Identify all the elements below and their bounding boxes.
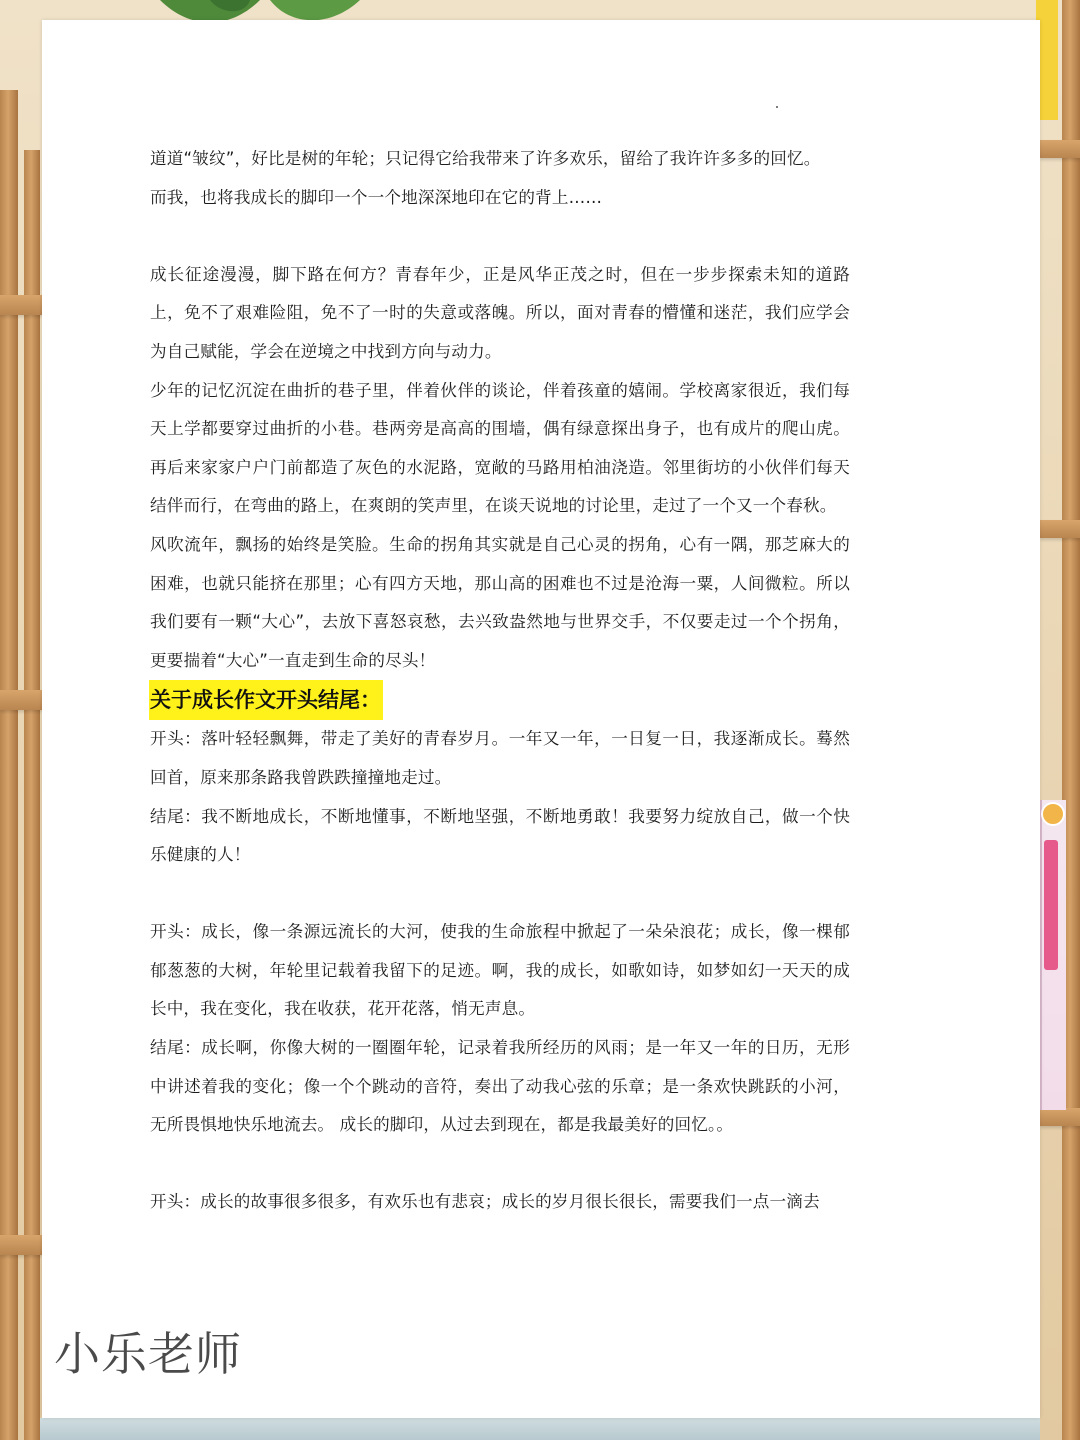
bottom-books (40, 1418, 1040, 1440)
shelf-board-right-3 (1040, 1108, 1080, 1126)
shelf-board-1 (0, 295, 42, 315)
pair3-opening: 开头：成长的故事很多很多，有欢乐也有悲哀；成长的岁月很长很长，需要我们一点一滴去 (150, 1192, 820, 1212)
intro-line-2: 而我，也将我成长的脚印一个一个地深深地印在它的背上…… (150, 187, 603, 207)
paragraph-growth-journey: 成长征途漫漫，脚下路在何方？青春年少，正是风华正茂之时，但在一步步探索未知的道路上，免不了艰难险阻，免不了一时的失意或落魄。所以，面对青春的懵懂和迷茫，我们应学会为自己赋能，学会在逆境之中找到方向与动力。 (150, 264, 850, 361)
section-title-wrap (150, 680, 850, 720)
paragraph-big-heart: 风吹流年，飘扬的始终是笑脸。生命的拐角其实就是自己心灵的拐角，心有一隅，那芝麻大的困难，也就只能挤在那里；心有四方天地，那山高的困难也不过是沧海一粟，人间微粒。所以我们要有一颗“大心”，去放下喜怒哀愁，去兴致盎然地与世界交手，不仅要走过一个个拐角，更要揣着“大心”一直走到生命的尽头！ (150, 534, 850, 670)
shelf-post-right (1062, 0, 1080, 1440)
intro-line-1: 道道“皱纹”，好比是树的年轮；只记得它给我带来了许多欢乐，留给了我许许多多的回忆。 (150, 149, 821, 168)
shelf-board-right-1 (1040, 140, 1080, 158)
pink-book-badge (1041, 802, 1065, 826)
essay-content (150, 140, 850, 1222)
shelf-board-right-2 (1040, 520, 1080, 538)
section-title: 关于成长作文开头结尾： (149, 680, 383, 720)
spacer (150, 217, 850, 256)
spacer (150, 1145, 850, 1184)
pink-book-spine (1044, 840, 1058, 970)
author-watermark: 小乐老师 (54, 1327, 242, 1381)
shelf-board-2 (0, 690, 42, 710)
pair1-ending: 结尾：我不断地成长，不断地懂事，不断地坚强，不断地勇敢！我要努力绽放自己，做一个快乐健康的人！ (150, 806, 850, 865)
shelf-board-3 (0, 1235, 42, 1255)
spacer (150, 875, 850, 914)
pair2-ending: 结尾：成长啊，你像大树的一圈圈年轮，记录着我所经历的风雨；是一年又一年的日历，无形中讲述着我的变化；像一个个跳动的音符，奏出了动我心弦的乐章；是一条欢快跳跃的小河，无所畏惧地快乐地流去。 成长的脚印，从过去到现在，都是我最美好的回忆。。 (150, 1038, 850, 1135)
pair2-opening: 开头：成长，像一条源远流长的大河，使我的生命旅程中掀起了一朵朵浪花；成长，像一棵郁郁葱葱的大树，年轮里记载着我留下的足迹。啊，我的成长，如歌如诗，如梦如幻一天天的成长中，我在变化，我在收获，花开花落，悄无声息。 (150, 922, 850, 1019)
speck (776, 106, 778, 108)
paragraph-alley-memory: 少年的记忆沉淀在曲折的巷子里，伴着伙伴的谈论，伴着孩童的嬉闹。学校离家很近，我们每天上学都要穿过曲折的小巷。巷两旁是高高的围墙，偶有绿意探出身子，也有成片的爬山虎。再后来家家户户门前都造了灰色的水泥路，宽敞的马路用柏油浇造。邻里街坊的小伙伴们每天结伴而行，在弯曲的路上，在爽朗的笑声里，在谈天说地的讨论里，走过了一个又一个春秋。 (150, 380, 850, 516)
pair1-opening: 开头：落叶轻轻飘舞，带走了美好的青春岁月。一年又一年，一日复一日，我逐渐成长。蓦然回首，原来那条路我曾跌跌撞撞地走过。 (150, 729, 850, 787)
